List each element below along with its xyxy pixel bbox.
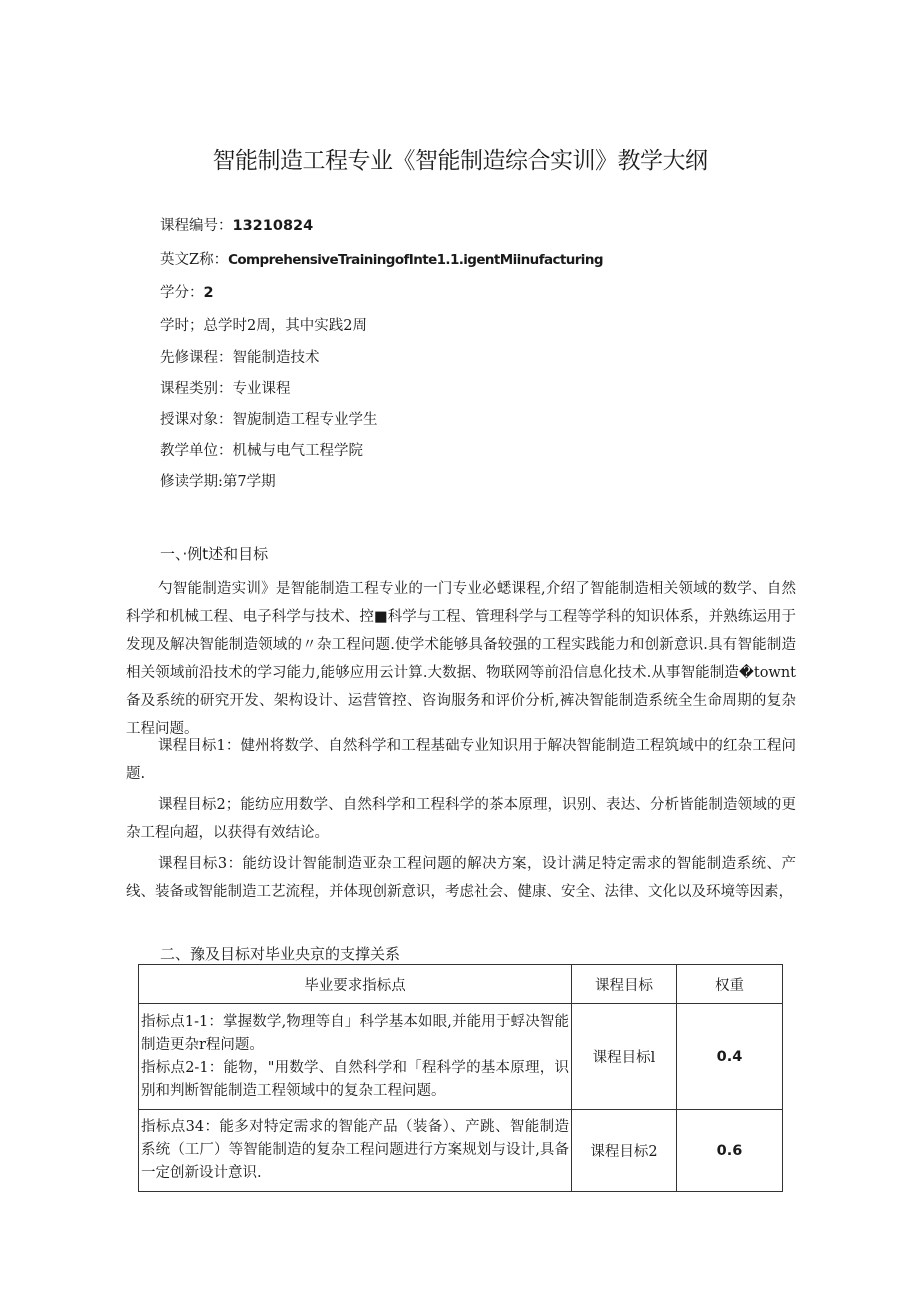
page-title: 智能制造工程专业《智能制造综合实训》教学大纲 — [212, 148, 708, 174]
column-header-goal: 课程目标 — [572, 965, 677, 1004]
prerequisite: 先修课程：智能制造技术 — [160, 350, 320, 366]
teaching-unit: 教学单位：机械与电气工程学院 — [160, 443, 363, 459]
semester: 修读学期:第7学期 — [160, 474, 276, 490]
course-goal-2: 课程目标2；能纺应用数学、自然科学和工程科学的茶本原理，识别、表达、分析皆能制造领域的更杂工程向超，以获得有效结论。 — [126, 797, 796, 841]
audience: 授课对象：智旎制造工程专业学生 — [160, 412, 378, 428]
course-code-label: 课程编号： — [160, 218, 233, 234]
indicator-cell — [139, 1110, 572, 1192]
course-category: 课程类别：专业课程 — [160, 381, 291, 397]
english-name — [160, 250, 603, 270]
goal-cell: 课程目标l — [572, 1004, 677, 1110]
credits — [160, 283, 214, 303]
section1-heading: 一、·例t述和目标 — [160, 545, 269, 563]
credits-label: 学分： — [160, 285, 204, 301]
indicator-cell — [139, 1004, 572, 1110]
course-code-value: 13210824 — [232, 218, 314, 234]
english-name-label: 英文Z称： — [160, 252, 229, 268]
course-goal-1: 课程目标1：健州将数学、自然科学和工程基础专业知识用于解决智能制造工程筑域中的红杂工程问题. — [126, 738, 796, 782]
indicator-text: 指标点2-1：能物，"用数学、自然科学和「程科学的基本原理，识别和判断智能制造工程领域中的复杂工程问题。 — [141, 1059, 569, 1099]
table-header-row — [139, 965, 783, 1004]
weight-cell: 0.6 — [677, 1110, 783, 1192]
table-row — [139, 1110, 783, 1192]
indicator-text: 指标点34：能多对特定需求的智能产品（装备）、产跳、智能制造系统（工厂）等智能制造的复杂工程问题进行方案规划与设计,具备一定创新设计意识. — [141, 1119, 569, 1181]
goal-cell: 课程目标2 — [572, 1110, 677, 1192]
english-name-value: ComprehensiveTrainingofInte1.1.igentMiinufacturing — [228, 252, 603, 268]
weight-cell: 0.4 — [677, 1004, 783, 1110]
column-header-indicator: 毕业要求指标点 — [139, 965, 572, 1004]
course-intro-text: 勺智能制造实训》是智能制造工程专业的一门专业必蟋课程,介绍了智能制造相关领域的数学、自然科学和机械工程、电子科学与技术、控■科学与工程、管理科学与工程等学科的知识体系，并熟练运用于发现及解决智能制造领域的〃杂工程问题.使学术能够具备较强的工程实践能力和创新意识.具有智能制造相关领域前沿技术的学习能力,能够应用云计算.大数据、物联网等前沿信息化技术.从事智能制造�townt备及系统的研究开发、架构设计、运营管控、咨询服务和评价分析,裤决智能制造系统全生命周期的复杂工程问题。 — [126, 581, 796, 737]
course-code — [160, 216, 313, 236]
requirements-table — [138, 964, 783, 1192]
course-goal-3: 课程目标3：能纺设计智能制造亚杂工程问题的解决方案，设计满足特定需求的智能制造系统、产线、装备或智能制造工艺流程，并体现创新意识，考虑社会、健康、安全、法律、文化以及环境等因素， — [126, 856, 796, 900]
column-header-weight: 权重 — [677, 965, 783, 1004]
section2-heading: 二、豫及目标对毕业央京的支撑关系 — [160, 945, 401, 963]
credits-value: 2 — [203, 285, 214, 301]
course-hours: 学时；总学时2周，其中实践2周 — [160, 318, 367, 334]
course-intro — [126, 575, 796, 743]
table-row — [139, 1004, 783, 1110]
indicator-text: 指标点1-1：掌握数学,物理等自」科学基本如眼,并能用于蜉决智能制造更杂r程问题。 — [141, 1013, 569, 1053]
